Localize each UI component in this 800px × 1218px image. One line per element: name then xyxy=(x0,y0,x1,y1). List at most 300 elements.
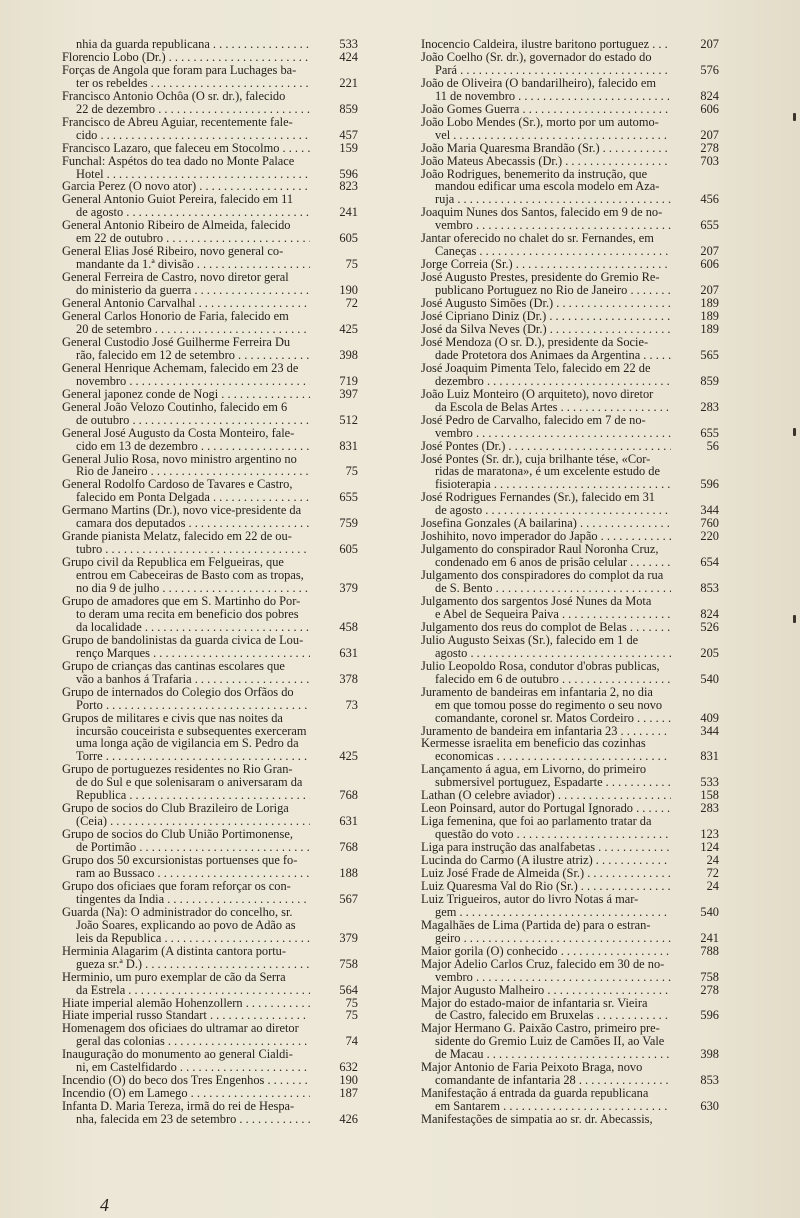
entry-text-line: Hotel . . . xyxy=(62,168,310,181)
dot-leader xyxy=(617,725,671,738)
dot-leader xyxy=(577,517,671,530)
dot-leader xyxy=(142,621,310,634)
index-entry xyxy=(421,414,719,440)
entry-text-line: Grupo de socios do Club Brazileiro de Loriga xyxy=(62,802,289,816)
index-entry xyxy=(62,945,358,971)
index-entry xyxy=(62,1022,358,1048)
index-entry xyxy=(62,660,358,686)
page-number: 859 xyxy=(339,101,358,116)
dot-leader xyxy=(513,828,671,841)
dot-leader xyxy=(125,984,310,997)
dot-leader xyxy=(558,401,672,414)
entry-text-line: General Antonio Guiot Pereira, falecido em 11 xyxy=(62,193,294,207)
entry-text-line: incursão couceirista e subsequentes exerceram xyxy=(76,724,307,738)
dot-leader xyxy=(196,180,310,193)
entry-text-line: General Julio Rosa, novo ministro argentino no xyxy=(62,452,297,466)
index-entry xyxy=(421,763,719,789)
dot-leader xyxy=(633,802,671,815)
page-number: 75 xyxy=(345,1008,358,1023)
dot-leader xyxy=(123,206,310,219)
entry-text-line: Grupo civil da Republica em Felgueiras, que xyxy=(62,556,284,570)
dot-leader xyxy=(191,284,310,297)
page-number: 190 xyxy=(339,283,358,298)
index-entry xyxy=(62,116,358,142)
index-entry xyxy=(62,997,358,1010)
page-number: 655 xyxy=(339,490,358,505)
dot-leader xyxy=(236,1113,310,1126)
entry-text-line: Major Adelio Carlos Cruz, falecido em 30 de no- xyxy=(421,957,665,971)
dot-leader xyxy=(152,323,310,336)
dot-leader xyxy=(210,38,310,51)
index-entry xyxy=(62,556,358,595)
entry-text-line: do ministerio da guerra . . . xyxy=(62,284,310,297)
page-number: 241 xyxy=(339,205,358,220)
entry-text-line: questão do voto . . . xyxy=(421,828,671,841)
index-entry xyxy=(421,491,719,517)
entry-text-line: Hiate imperial russo Standart . . . xyxy=(62,1009,310,1022)
index-entry xyxy=(421,958,719,984)
index-entry xyxy=(421,271,719,297)
dot-leader xyxy=(515,90,671,103)
index-entry xyxy=(62,478,358,504)
entry-text-line: cido . . . xyxy=(62,129,310,142)
entry-text-line: Luiz Trigueiros, autor do livro Notas á mar- xyxy=(421,892,639,906)
page-number: 458 xyxy=(339,619,358,634)
entry-text-line: Lucinda do Carmo (A ilustre atriz) . . . xyxy=(421,854,671,867)
index-entry xyxy=(421,725,719,738)
entry-text-line: Luiz Quaresma Val do Rio (Sr.) . . . xyxy=(421,880,671,893)
page-number: 631 xyxy=(339,645,358,660)
entry-text-line: João Soares, explicando ao povo de Adão as xyxy=(76,918,296,932)
entry-text-line: publicano Portuguez no Rio de Janeiro . . . xyxy=(421,284,671,297)
entry-text-line: Major do estado-maior de infantaria sr. Vieira xyxy=(421,996,648,1010)
index-entry xyxy=(421,51,719,77)
entry-text-line: Funchal: Aspétos do tea dado no Monte Palace xyxy=(62,154,295,168)
page-number: 278 xyxy=(700,140,719,155)
index-entry xyxy=(62,504,358,530)
page-number: 205 xyxy=(700,645,719,660)
dot-leader xyxy=(484,1048,671,1061)
entry-text-line: Florencio Lobo (Dr.) . . . xyxy=(62,51,310,64)
dot-leader xyxy=(546,310,671,323)
index-entry xyxy=(421,1113,719,1126)
page-number: 512 xyxy=(339,412,358,427)
entry-text-line: Josefina Gonzales (A bailarina) . . . xyxy=(421,517,671,530)
entry-text-line: geral das colonias . . . xyxy=(62,1035,310,1048)
dot-leader xyxy=(555,789,671,802)
index-entry xyxy=(62,802,358,828)
entry-text-line: José Augusto Prestes, presidente do Gremio Re- xyxy=(421,271,660,285)
entry-text-line: 20 de setembro . . . xyxy=(62,323,310,336)
index-entry xyxy=(421,634,719,660)
entry-text-line: em Santarem . . . xyxy=(421,1100,671,1113)
dot-leader xyxy=(627,621,671,634)
entry-text-line: de do Sul e que solenisaram o aniversaram da xyxy=(76,776,303,790)
entry-text-line: tingentes da India . . . xyxy=(62,893,310,906)
entry-text-line: General Custodio José Guilherme Ferreira Du xyxy=(62,335,291,349)
index-entry xyxy=(421,232,719,258)
dot-leader xyxy=(450,129,671,142)
page-number: 74 xyxy=(345,1034,358,1049)
entry-text-line: no dia 9 de julho . . . xyxy=(62,582,310,595)
entry-text-line: Francisco Lazaro, que faleceu em Stocolmo . . . xyxy=(62,142,310,155)
entry-text-line: José Rodrigues Fernandes (Sr.), falecido em 31 xyxy=(421,491,655,505)
index-entry xyxy=(62,1009,358,1022)
dot-leader xyxy=(562,155,671,168)
dot-leader xyxy=(482,504,671,517)
dot-leader xyxy=(456,906,671,919)
entry-text-line: General Rodolfo Cardoso de Tavares e Castro, xyxy=(62,478,293,492)
entry-text-line: de Macau . . . xyxy=(421,1048,671,1061)
dot-leader xyxy=(593,854,671,867)
page-number: 73 xyxy=(345,697,358,712)
page-number: 398 xyxy=(339,347,358,362)
dot-leader xyxy=(243,997,310,1010)
page-number: 719 xyxy=(339,373,358,388)
index-entry xyxy=(421,323,719,336)
entry-text-line: Julgamento do conspirador Raul Noronha Cruz, xyxy=(421,543,659,557)
entry-text-line: General Ferreira de Castro, novo diretor geral xyxy=(62,271,289,285)
index-entry xyxy=(421,336,719,362)
dot-leader xyxy=(484,375,671,388)
entry-text-line: Guarda (Na): O administrador do concelho, sr. xyxy=(62,905,293,919)
entry-text-line: to deram uma recita em beneficio dos pobres xyxy=(76,607,299,621)
index-entry xyxy=(62,155,358,181)
dot-leader xyxy=(559,608,671,621)
dot-leader xyxy=(553,297,671,310)
page-number: 526 xyxy=(700,619,719,634)
entry-text-line: Julgamento dos conspiradores do complot da rua xyxy=(421,569,664,583)
entry-text-line: cido em 13 de dezembro . . . xyxy=(62,440,310,453)
page-edge-mark xyxy=(793,428,796,436)
page-number: 72 xyxy=(706,866,719,880)
index-entry xyxy=(421,815,719,841)
page-number: 397 xyxy=(339,386,358,401)
entry-text-line: Herminia Alagarim (A distinta cantora portu- xyxy=(62,944,286,958)
entry-text-line: Julgamento dos sargentos José Nunes da Mota xyxy=(421,594,652,608)
page-edge-mark xyxy=(793,113,796,121)
entry-text-line: nhia da guarda republicana . . . xyxy=(62,38,310,51)
index-entry xyxy=(421,919,719,945)
page-number: 831 xyxy=(700,749,719,764)
entry-text-line: novembro . . . xyxy=(62,375,310,388)
entry-text-line: Francisco Antonio Ochôa (O sr. dr.), falecido xyxy=(62,89,286,103)
index-entry xyxy=(62,763,358,802)
dot-leader xyxy=(165,1035,310,1048)
entry-text-line: em que tomou posse do regimento o seu novo xyxy=(435,698,663,712)
entry-text-line: (Ceia) . . . xyxy=(62,815,310,828)
entry-text-line: Grupo dos oficiaes que foram reforçar os con- xyxy=(62,879,291,893)
entry-text-line: de S. Bento . . . xyxy=(421,582,671,595)
entry-text-line: Hiate imperial alemão Hohenzollern . . . xyxy=(62,997,310,1010)
index-entry xyxy=(421,1087,719,1113)
entry-text-line: General Henrique Achemam, falecido em 23 de xyxy=(62,361,299,375)
index-entry xyxy=(421,206,719,232)
page-number: 824 xyxy=(700,88,719,103)
entry-text-line: gem . . . xyxy=(421,906,671,919)
page-number: 703 xyxy=(700,153,719,168)
dot-leader xyxy=(476,245,671,258)
dot-leader xyxy=(148,77,310,90)
index-entry xyxy=(62,90,358,116)
page-number: 788 xyxy=(700,943,719,958)
dot-leader xyxy=(594,1009,671,1022)
page-number: 655 xyxy=(700,218,719,233)
entry-text-line: José Pedro de Carvalho, falecido em 7 de no- xyxy=(421,413,646,427)
index-entry xyxy=(421,841,719,854)
dot-leader xyxy=(491,478,671,491)
page-number: 207 xyxy=(700,244,719,259)
index-entry xyxy=(62,297,358,310)
entry-text-line: Grupos de militares e civis que nas noites da xyxy=(62,711,283,725)
page-number: 533 xyxy=(700,775,719,790)
entry-text-line: Major Antonio de Faria Peixoto Braga, novo xyxy=(421,1061,643,1075)
page-number: 379 xyxy=(339,581,358,596)
dot-leader xyxy=(513,258,671,271)
entry-text-line: Caneças . . . xyxy=(421,245,671,258)
entry-text-line: José Joaquim Pimenta Telo, falecido em 22 de xyxy=(421,361,651,375)
dot-leader xyxy=(473,219,671,232)
entry-text-line: Julgamento dos reus do complot de Belas . . . xyxy=(421,621,671,634)
page-number: 606 xyxy=(700,101,719,116)
entry-text-line: sidente do Gremio Luiz de Camões II, ao Vale xyxy=(435,1035,665,1049)
page-number: 24 xyxy=(706,878,719,893)
index-entry xyxy=(62,193,358,219)
index-entry xyxy=(62,1074,358,1087)
page-number: 283 xyxy=(700,399,719,414)
index-entry xyxy=(421,621,719,634)
index-entry xyxy=(62,142,358,155)
index-entry xyxy=(62,245,358,271)
index-entry xyxy=(62,854,358,880)
dot-leader xyxy=(166,51,310,64)
index-entry xyxy=(421,997,719,1023)
index-entry xyxy=(421,1022,719,1061)
page-number: 456 xyxy=(700,192,719,207)
entry-text-line: Magalhães de Lima (Partida de) para o estran- xyxy=(421,918,651,932)
index-entry xyxy=(421,453,719,492)
index-entry xyxy=(421,155,719,168)
entry-text-line: Lathan (O celebre aviador) . . . xyxy=(421,789,671,802)
page-number: 187 xyxy=(339,1086,358,1101)
dot-leader xyxy=(218,388,310,401)
dot-leader xyxy=(150,647,310,660)
index-entry xyxy=(421,77,719,103)
page-number: 124 xyxy=(700,840,719,855)
dot-leader xyxy=(627,284,671,297)
index-entry xyxy=(62,880,358,906)
entry-text-line: General João Velozo Coutinho, falecido em 6 xyxy=(62,400,288,414)
entry-text-line: João Maria Quaresma Brandão (Sr.) . . . xyxy=(421,142,671,155)
entry-text-line: Pará . . . xyxy=(421,64,671,77)
entry-text-line: Grupo de socios do Club União Portimonense, xyxy=(62,828,293,842)
entry-text-line: Kermesse israelita em beneficio das cozinhas xyxy=(421,737,646,751)
entry-text-line: José Cipriano Diniz (Dr.) . . . xyxy=(421,310,671,323)
dot-leader xyxy=(595,841,671,854)
page-edge-mark xyxy=(793,615,796,623)
entry-text-line: economicas . . . xyxy=(421,750,671,763)
page-number: 190 xyxy=(339,1073,358,1088)
page-number: 533 xyxy=(339,37,358,51)
index-entry xyxy=(62,453,358,479)
index-entry xyxy=(62,971,358,997)
dot-leader xyxy=(142,958,310,971)
entry-text-line: mandante da 1.ª divisão . . . xyxy=(62,258,310,271)
dot-leader xyxy=(279,142,310,155)
dot-leader xyxy=(185,517,310,530)
entry-text-line: João Mateus Abecassis (Dr.) . . . xyxy=(421,155,671,168)
entry-text-line: José Augusto Simões (Dr.) . . . xyxy=(421,297,671,310)
entry-text-line: Grupo de amadores que em S. Martinho do Por- xyxy=(62,594,301,608)
page-number: 630 xyxy=(700,1099,719,1114)
index-entry xyxy=(62,712,358,764)
entry-text-line: de agosto . . . xyxy=(62,206,310,219)
page-number: 631 xyxy=(339,814,358,829)
page-number: 409 xyxy=(700,710,719,725)
index-entry xyxy=(62,686,358,712)
entry-text-line: Manifestações de simpatia ao sr. dr. Abecassis, xyxy=(421,1113,653,1127)
page-number: 768 xyxy=(339,840,358,855)
dot-leader xyxy=(492,582,671,595)
dot-leader xyxy=(103,699,310,712)
index-entry xyxy=(62,1100,358,1126)
dot-leader xyxy=(505,440,671,453)
entry-text-line: Juramento de bandeiras em infantaria 2, no dia xyxy=(421,685,653,699)
entry-text-line: Infanta D. Maria Tereza, irmã do rei de Hespa- xyxy=(62,1100,295,1114)
page-number: 158 xyxy=(700,788,719,803)
entry-text-line: vembro . . . xyxy=(421,427,671,440)
page-number: 278 xyxy=(700,982,719,997)
entry-text-line: Porto . . . xyxy=(62,699,310,712)
page-number: 425 xyxy=(339,749,358,764)
index-entry xyxy=(421,258,719,271)
dot-leader xyxy=(576,1074,671,1087)
index-entry xyxy=(421,893,719,919)
entry-text-line: Forças de Angola que foram para Luchages ba- xyxy=(62,63,297,77)
entry-text-line: rão, falecido em 12 de setembro . . . xyxy=(62,349,310,362)
dot-leader xyxy=(97,129,310,142)
entry-text-line: e Abel de Sequeira Paiva . . . xyxy=(421,608,671,621)
entry-text-line: Julio Augusto Seixas (Sr.), falecido em 1 de xyxy=(421,633,639,647)
entry-text-line: General Carlos Honorio de Faria, falecido em xyxy=(62,310,289,323)
entry-text-line: Francisco de Abreu Aguiar, recentemente fale- xyxy=(62,115,293,129)
entry-text-line: Liga para instrução das analfabetas . . . xyxy=(421,841,671,854)
entry-text-line: Major Hermano G. Paixão Castro, primeiro pre- xyxy=(421,1022,660,1036)
index-entry xyxy=(62,1048,358,1074)
entry-text-line: Julio Leopoldo Rosa, condutor d'obras publicas, xyxy=(421,659,660,673)
entry-text-line: Jorge Correia (Sr.) . . . xyxy=(421,258,671,271)
page-number: 378 xyxy=(339,671,358,686)
entry-text-line: em 22 de outubro . . . xyxy=(62,232,310,245)
entry-text-line: Joaquim Nunes dos Santos, falecido em 9 de no- xyxy=(421,206,663,220)
entry-text-line: de Portimão . . . xyxy=(62,841,310,854)
index-entry xyxy=(421,38,719,51)
page-number: 605 xyxy=(339,231,358,246)
entry-text-line: Germano Martins (Dr.), novo vice-presidente da xyxy=(62,504,302,518)
entry-text-line: leis da Republica . . . xyxy=(62,932,310,945)
entry-text-line: geiro . . . xyxy=(421,932,671,945)
dot-leader xyxy=(188,1087,310,1100)
entry-text-line: nha, falecida em 23 de setembro . . . xyxy=(62,1113,310,1126)
entry-text-line: General Elias José Ribeiro, novo general co- xyxy=(62,245,284,259)
dot-leader xyxy=(159,582,310,595)
index-entry xyxy=(62,427,358,453)
page-number: 188 xyxy=(339,866,358,880)
entry-text-line: Jantar oferecido no chalet do sr. Fernandes, em xyxy=(421,232,654,246)
index-entry xyxy=(62,828,358,854)
page-number: 576 xyxy=(700,62,719,77)
dot-leader xyxy=(163,232,310,245)
entry-text-line: João Rodrigues, benemerito da instrução, que xyxy=(421,167,648,181)
entry-text-line: vão a banhos á Trafaria . . . xyxy=(62,673,310,686)
entry-text-line: Joshihito, novo imperador do Japão . . . xyxy=(421,530,671,543)
dot-leader xyxy=(198,440,310,453)
page-number: 75 xyxy=(345,257,358,272)
dot-leader xyxy=(634,712,671,725)
index-entry xyxy=(421,310,719,323)
page-number: 457 xyxy=(339,127,358,142)
entry-text-line: Inocencio Caldeira, ilustre baritono portuguez . . . xyxy=(421,38,671,51)
page-number: 596 xyxy=(339,166,358,181)
entry-text-line: comandante de infantaria 28 . . . xyxy=(421,1074,671,1087)
entry-text-line: falecido em 6 de outubro . . . xyxy=(421,673,671,686)
dot-leader xyxy=(104,168,310,181)
dot-leader xyxy=(598,530,671,543)
page-number: 75 xyxy=(345,464,358,479)
entry-text-line: Incendio (O) em Lamego . . . xyxy=(62,1087,310,1100)
entry-text-line: tubro . . . xyxy=(62,543,310,556)
dot-leader xyxy=(467,647,671,660)
dot-leader xyxy=(627,556,671,569)
entry-text-line: renço Marques . . . xyxy=(62,647,310,660)
dot-leader xyxy=(129,414,310,427)
page-number: 344 xyxy=(700,723,719,738)
entry-text-line: Garcia Perez (O novo ator) . . . xyxy=(62,180,310,193)
index-entry xyxy=(62,595,358,634)
entry-text-line: Herminio, um puro exemplar de cão da Serra xyxy=(62,970,286,984)
page-number: 426 xyxy=(339,1112,358,1127)
index-entry xyxy=(421,168,719,207)
entry-text-line: Grupo de bandolinistas da guarda civica de Lou- xyxy=(62,633,304,647)
entry-text-line: Republica . . . xyxy=(62,789,310,802)
entry-text-line: vembro . . . xyxy=(421,971,671,984)
entry-text-line: Manifestação á entrada da guarda republicana xyxy=(421,1087,649,1101)
page-number: 567 xyxy=(339,891,358,906)
entry-text-line: 22 de dezembro . . . xyxy=(62,103,310,116)
entry-text-line: da Estrela . . . xyxy=(62,984,310,997)
dot-leader xyxy=(603,776,671,789)
dot-leader xyxy=(519,103,671,116)
entry-text-line: Grupo dos 50 excursionistas portuenses que fo- xyxy=(62,854,298,867)
page-number: 283 xyxy=(700,801,719,816)
index-entry xyxy=(421,1061,719,1087)
index-entry xyxy=(62,1087,358,1100)
page-number: 853 xyxy=(700,581,719,596)
page-number: 859 xyxy=(700,373,719,388)
page-number: 220 xyxy=(700,529,719,544)
index-entry xyxy=(62,906,358,945)
entry-text-line: da localidade . . . xyxy=(62,621,310,634)
dot-leader xyxy=(161,932,310,945)
dot-leader xyxy=(457,64,671,77)
page-number: 379 xyxy=(339,930,358,945)
page-number: 564 xyxy=(339,982,358,997)
entry-text-line: de Castro, falecido em Bruxelas . . . xyxy=(421,1009,671,1022)
dot-leader xyxy=(584,867,671,880)
index-entry xyxy=(421,945,719,958)
entry-text-line: fisioterapia . . . xyxy=(421,478,671,491)
dot-leader xyxy=(196,297,310,310)
